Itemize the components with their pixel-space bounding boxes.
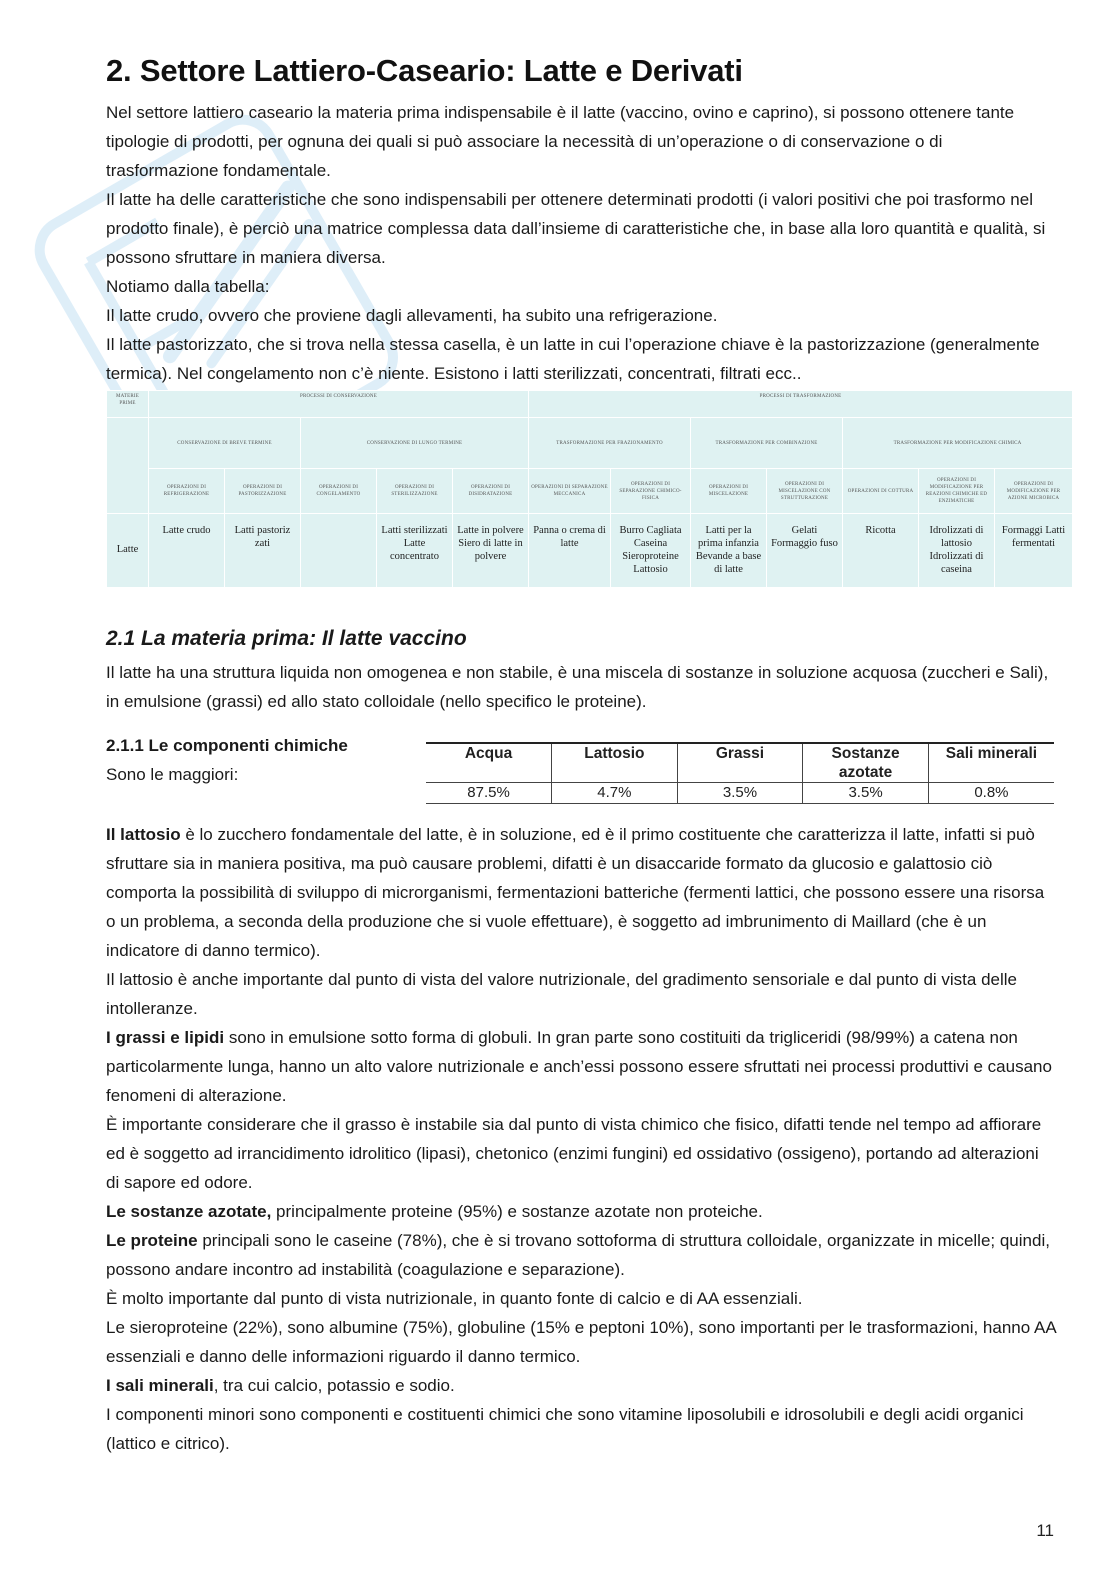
table-header: Grassi <box>677 743 803 783</box>
header-conservazione: PROCESSI DI CONSERVAZIONE <box>149 391 529 418</box>
page-content <box>106 50 1066 1458</box>
chemical-components-block <box>106 732 1056 814</box>
product-cell: Latti pastoriz zati <box>225 514 301 588</box>
intro-paragraph: Notiamo dalla tabella: <box>106 277 270 296</box>
product-cell: Idrolizzati di lattosio Idrolizzati di caseina <box>919 514 995 588</box>
body-paragraph: I grassi e lipidi sono in emulsione sotto forma di globuli. In gran parte sono costituiti da trigliceridi (98/99%) a catena non particolarmente lunga, hanno un alto valore nutrizionale e anch’essi possono essere sfruttati nei processi produttivi e causano fenomeni di alterazione. <box>106 1028 1052 1105</box>
operation-header: OPERAZIONI DI SEPARAZIONE MECCANICA <box>529 469 611 514</box>
group-header: CONSERVAZIONE DI LUNGO TERMINE <box>301 418 529 469</box>
operation-header: OPERAZIONI DI MODIFICAZIONE PER REAZIONI CHIMICHE ED ENZIMATICHE <box>919 469 995 514</box>
table-header: Lattosio <box>552 743 678 783</box>
operation-header: OPERAZIONI DI REFRIGERAZIONE <box>149 469 225 514</box>
body-paragraph: Le sieroproteine (22%), sono albumine (75%), globuline (15% e peptoni 10%), sono importanti per le trasformazioni, hanno AA essenziali e danno delle informazioni riguardo il danno termico. <box>106 1318 1056 1366</box>
page-title: 2. Settore Lattiero-Caseario: Latte e Derivati <box>106 53 743 88</box>
section-2-1-text: Il latte ha una struttura liquida non omogenea e non stabile, è una miscela di sostanze in soluzione acquosa (zuccheri e Sali), in emulsione (grassi) ed allo stato colloidale (nello specifico le proteine). <box>106 663 1049 711</box>
body-paragraph: Le sostanze azotate, principalmente proteine (95%) e sostanze azotate non proteiche. <box>106 1202 763 1221</box>
operation-header: OPERAZIONI DI MISCELAZIONE <box>691 469 767 514</box>
section-heading-2-1-1: 2.1.1 Le componenti chimiche <box>106 736 348 755</box>
body-paragraph: Il lattosio è lo zucchero fondamentale del latte, è in soluzione, ed è il primo costituente che caratterizza il latte, infatti si può sfruttare sia in maniera positiva, ma può causare problemi, difatti è un disaccaride formato da glucosio e galattosio ciò comporta la possibilità di sviluppo di microrganismi, fermentazioni batteriche (fermenti lattici, che possono essere una risorsa o un problema, a seconda della produzione che si vuole effettuare), è soggetto ad imbrunimento di Maillard (che è un indicatore di danno termico). <box>106 825 1045 960</box>
product-cell: Burro Cagliata Caseina Sieroproteine Lattosio <box>611 514 691 588</box>
operation-header: OPERAZIONI DI COTTURA <box>843 469 919 514</box>
body-paragraph: I sali minerali, tra cui calcio, potassio e sodio. <box>106 1376 455 1395</box>
operation-header: OPERAZIONI DI DISIDRATAZIONE <box>453 469 529 514</box>
section-2-1-1-subtitle: Sono le maggiori: <box>106 765 239 784</box>
body-paragraph: È molto importante dal punto di vista nutrizionale, in quanto fonte di calcio e di AA essenziali. <box>106 1289 803 1308</box>
table-header: Sostanze azotate <box>803 743 929 783</box>
table-cell: 4.7% <box>552 783 678 804</box>
intro-paragraph: Il latte crudo, ovvero che proviene dagli allevamenti, ha subito una refrigerazione. <box>106 306 718 325</box>
body-paragraph: Il lattosio è anche importante dal punto di vista del valore nutrizionale, del gradimento sensoriale e dal punto di vista delle intolleranze. <box>106 970 1017 1018</box>
bold-term: Il lattosio <box>106 825 181 844</box>
table-cell: 87.5% <box>426 783 552 804</box>
bold-term: I grassi e lipidi <box>106 1028 225 1047</box>
operation-header: OPERAZIONI DI MODIFICAZIONE PER AZIONE MICROBICA <box>995 469 1073 514</box>
page-number: 11 <box>1036 1521 1054 1540</box>
bold-term: Le sostanze azotate, <box>106 1202 272 1221</box>
table-cell: 3.5% <box>677 783 803 804</box>
table-header: Sali minerali <box>928 743 1054 783</box>
table-header: Acqua <box>426 743 552 783</box>
raw-material-cell: Latte <box>107 514 149 588</box>
components-table <box>426 742 1054 804</box>
operation-header: OPERAZIONI DI CONGELAMENTO <box>301 469 377 514</box>
table-cell: 3.5% <box>803 783 929 804</box>
body-paragraph: È importante considerare che il grasso è instabile sia dal punto di vista chimico che fisico, difatti tende nel tempo ad affiorare ed è soggetto ad irrancidimento idrolitico (lipasi), chetonico (enzimi fungini) ed ossidativo (ossigeno), portando ad alterazioni di sapore ed odore. <box>106 1115 1042 1192</box>
group-header: CONSERVAZIONE DI BREVE TERMINE <box>149 418 301 469</box>
group-header: TRASFORMAZIONE PER COMBINAZIONE <box>691 418 843 469</box>
intro-paragraph: Il latte pastorizzato, che si trova nella stessa casella, è un latte in cui l’operazione chiave è la pastorizzazione (generalmente termica). Nel congelamento non c’è niente. Esistono i latti sterilizzati, concentrati, filtrati ecc.. <box>106 335 1040 383</box>
group-header: TRASFORMAZIONE PER FRAZIONAMENTO <box>529 418 691 469</box>
product-cell: Latti sterilizzati Latte concentrato <box>377 514 453 588</box>
header-trasformazione: PROCESSI DI TRASFORMAZIONE <box>529 391 1073 418</box>
bold-term: Le proteine <box>106 1231 198 1250</box>
body-text <box>106 820 1056 1458</box>
body-paragraph: Le proteine principali sono le caseine (78%), che è si trovano sottoforma di struttura colloidale, organizzate in micelle; quindi, possono andare incontro ad instabilità (coagulazione e separazione). <box>106 1231 1050 1279</box>
operation-header: OPERAZIONI DI STERILIZZAZIONE <box>377 469 453 514</box>
product-cell <box>301 514 377 588</box>
product-cell: Latti per la prima infanzia Bevande a base di latte <box>691 514 767 588</box>
bold-term: I sali minerali <box>106 1376 214 1395</box>
product-cell: Formaggi Latti fermentati <box>995 514 1073 588</box>
product-cell: Latte crudo <box>149 514 225 588</box>
product-cell: Latte in polvere Siero di latte in polvere <box>453 514 529 588</box>
operation-header: OPERAZIONI DI SEPARAZIONE CHIMICO-FISICA <box>611 469 691 514</box>
process-table <box>106 390 1073 588</box>
operation-header: OPERAZIONI DI PASTORIZZAZIONE <box>225 469 301 514</box>
product-cell: Ricotta <box>843 514 919 588</box>
intro-paragraph: Nel settore lattiero caseario la materia prima indispensabile è il latte (vaccino, ovino e caprino), si possono ottenere tante tipologie di prodotti, per ognuna dei quali si può associare la necessità di un’operazione o di conservazione o di trasformazione fondamentale. <box>106 103 1015 180</box>
header-materie-prime: MATERIE PRIME <box>107 391 149 418</box>
group-header: TRASFORMAZIONE PER MODIFICAZIONE CHIMICA <box>843 418 1073 469</box>
intro-paragraph: Il latte ha delle caratteristiche che sono indispensabili per ottenere determinati prodotti (i valori positivi che poi trasformo nel prodotto finale), è perciò una matrice complessa data dall’insieme di caratteristiche che, in base alla loro quantità e qualità, si possono sfruttare in maniera diversa. <box>106 190 1046 267</box>
table-cell: 0.8% <box>928 783 1054 804</box>
product-cell: Gelati Formaggio fuso <box>767 514 843 588</box>
intro-block <box>106 98 1056 388</box>
section-heading-2-1: 2.1 La materia prima: Il latte vaccino <box>106 627 467 650</box>
product-cell: Panna o crema di latte <box>529 514 611 588</box>
body-paragraph: I componenti minori sono componenti e costituenti chimici che sono vitamine liposolubili e idrosolubili e degli acidi organici (lattico e citrico). <box>106 1405 1024 1453</box>
operation-header: OPERAZIONI DI MISCELAZIONE CON STRUTTURAZIONE <box>767 469 843 514</box>
